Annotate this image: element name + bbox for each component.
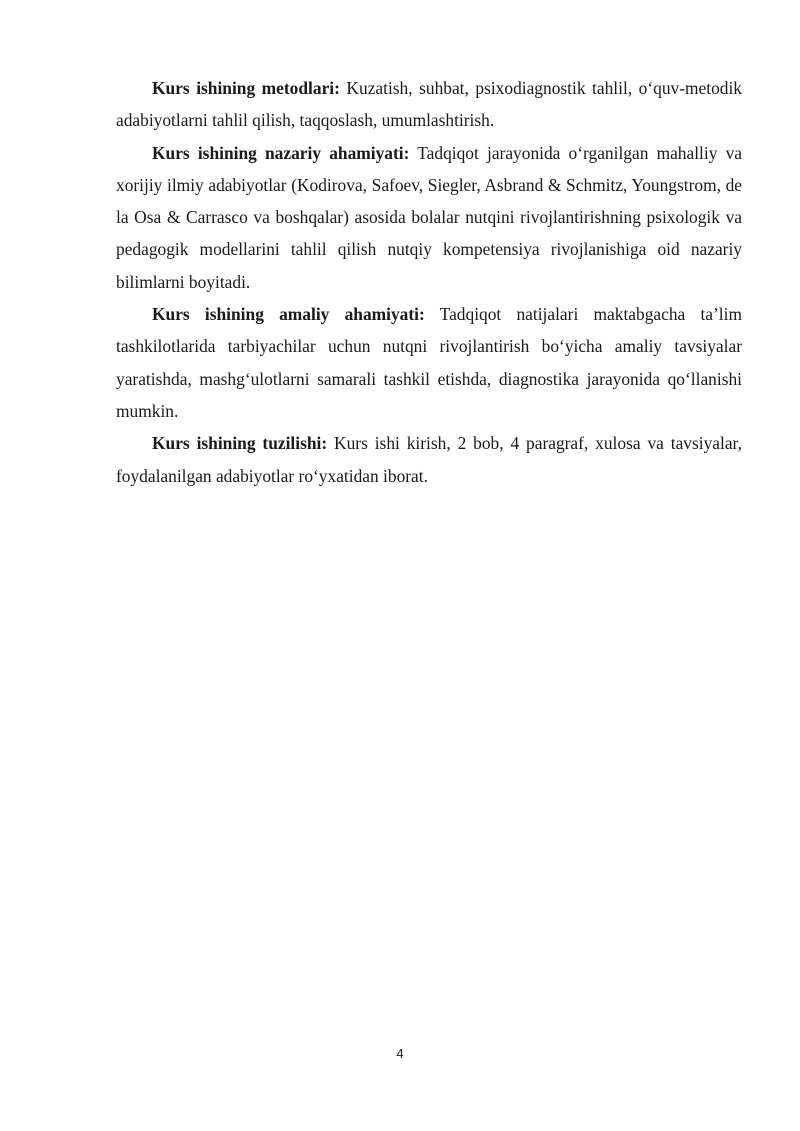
paragraph-text: Tadqiqot natijalari maktabgacha ta’lim tashkilotlarida tarbiyachilar uchun nutqni rivojlantirish bo‘yicha amaliy tavsiyalar yaratishda, mashg‘ulotlarni samarali tashkil etishda, diagnostika jarayonida qo‘llanishi mumkin.	[116, 304, 742, 421]
paragraph-text: Kurs ishi kirish, 2 bob, 4 paragraf, xulosa va tavsiyalar, foydalanilgan adabiyotlar ro‘yxatidan iborat.	[116, 433, 742, 486]
paragraph-heading: Kurs ishining tuzilishi:	[152, 433, 328, 454]
page-number: 4	[396, 1046, 404, 1061]
body-text	[116, 72, 742, 492]
paragraph-methods	[116, 72, 742, 137]
paragraph-theoretical-significance	[116, 137, 742, 298]
paragraph-heading: Kurs ishining metodlari:	[152, 78, 340, 98]
paragraph-practical-significance	[116, 298, 742, 427]
paragraph-text: Kuzatish, suhbat, psixodiagnostik tahlil, o‘quv-metodik adabiyotlarni tahlil qilish, taqqoslash, umumlashtirish.	[116, 78, 742, 131]
paragraph-heading: Kurs ishining amaliy ahamiyati:	[152, 304, 425, 325]
paragraph-structure	[116, 427, 742, 492]
paragraph-heading: Kurs ishining nazariy ahamiyati:	[152, 142, 410, 163]
paragraph-text: Tadqiqot jarayonida o‘rganilgan mahalliy va xorijiy ilmiy adabiyotlar (Kodirova, Safoev, Siegler, Asbrand & Schmitz, Youngstrom, de la Osa & Carrasco va boshqalar) asosida bolalar nutqini rivojlantirishning psixologik va pedagogik modellarini tahlil qilish nutqiy kompetensiya rivojlanishiga oid nazariy bilimlarni boyitadi.	[116, 142, 742, 292]
